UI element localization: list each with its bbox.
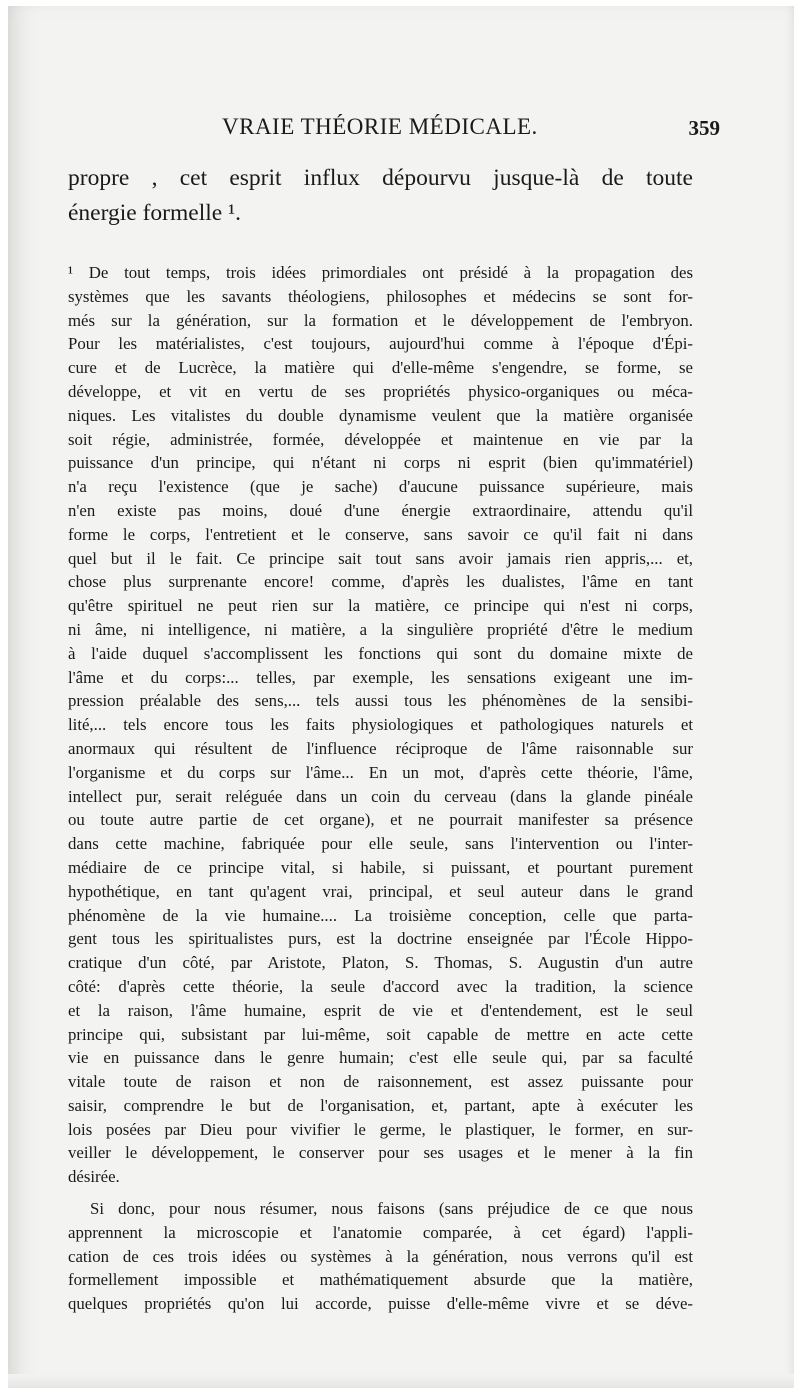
footnote-line: principe qui, subsistant par lui-même, soit capable de mettre en acte cette: [68, 1024, 693, 1044]
footnote-line: ni âme, ni intelligence, ni matière, a la singulière propriété d'être le medium: [68, 619, 693, 639]
footnote-line: ¹ De tout temps, trois idées primordiales ont présidé à la propagation des: [68, 263, 693, 282]
footnote-line: quelques propriétés qu'on lui accorde, puisse d'elle-même vivre et se déve-: [68, 1294, 693, 1314]
footnote-line: puissance d'un principe, qui n'étant ni corps ni esprit (bien qu'immatériel): [68, 453, 693, 473]
footnote-line: vie en puissance dans le genre humain; c'est elle seule qui, par sa faculté: [68, 1048, 693, 1068]
main-text-line: propre , cet esprit influx dépourvu jusque-là de toute: [68, 165, 693, 191]
footnote-line: lité,... tels encore tous les faits physiologiques et pathologiques naturels et: [68, 715, 693, 735]
book-page: [8, 6, 794, 1388]
page-header: [68, 114, 720, 144]
footnote-line: cation de ces trois idées ou systèmes à la génération, nous verrons qu'il est: [68, 1246, 693, 1266]
footnote-line: développe, et vit en vertu de ses propriétés physico-organiques ou méca-: [68, 381, 693, 401]
footnote-line: côté: d'après cette théorie, la seule d'accord avec la tradition, la science: [68, 976, 693, 996]
footnote-line: Pour les matérialistes, c'est toujours, aujourd'hui comme à l'époque d'Épi-: [68, 334, 693, 354]
running-title: VRAIE THÉORIE MÉDICALE.: [222, 114, 538, 139]
footnote-line: Si donc, pour nous résumer, nous faisons (sans préjudice de ce que nous: [90, 1199, 693, 1219]
footnote-line: veiller le développement, le conserver pour ses usages et le mener à la fin: [68, 1143, 693, 1163]
footnote-line: ou toute autre partie de cet organe), et ne pourrait manifester sa présence: [68, 810, 693, 830]
footnote-line: apprennent la microscopie et l'anatomie comparée, à cet égard) l'appli-: [68, 1222, 693, 1242]
footnote-line: hypothétique, en tant qu'agent vrai, principal, et seul auteur dans le grand: [68, 881, 693, 901]
footnote-line: més sur la génération, sur la formation et le développement de l'embryon.: [68, 310, 693, 330]
footnote-line: chose plus surprenante encore! comme, d'après les dualistes, l'âme en tant: [68, 572, 693, 592]
footnote-line: saisir, comprendre le but de l'organisation, et, partant, apte à exécuter les: [68, 1095, 693, 1115]
footnote-line: cratique d'un côté, par Aristote, Platon, S. Thomas, S. Augustin d'un autre: [68, 953, 693, 973]
footnote-line: n'a reçu l'existence (que je sache) d'aucune puissance supérieure, mais: [68, 477, 693, 497]
page-number: 359: [688, 116, 720, 140]
footnote-line: niques. Les vitalistes du double dynamisme veulent que la matière organisée: [68, 405, 693, 425]
footnote-line: qu'être spirituel ne peut rien sur la matière, ce principe qui n'est ni corps,: [68, 596, 693, 616]
footnote-line: phénomène de la vie humaine.... La troisième conception, celle que parta-: [68, 905, 693, 925]
footnote-line: soit régie, administrée, formée, développée et maintenue en vie par la: [68, 429, 693, 449]
footnote-line: anormaux qui résultent de l'influence réciproque de l'âme raisonnable sur: [68, 738, 693, 758]
footnote-line: à l'aide duquel s'accomplissent les fonctions qui sont du domaine mixte de: [68, 643, 693, 663]
footnote-line: n'en existe pas moins, doué d'une énergie extraordinaire, attendu qu'il: [68, 500, 693, 520]
page-bottom-edge: [8, 1374, 794, 1388]
footnote-line: lois posées par Dieu pour vivifier le germe, le plastiquer, le former, en sur-: [68, 1119, 693, 1139]
footnote-line: et la raison, l'âme humaine, esprit de vie et d'entendement, est le seul: [68, 1000, 693, 1020]
footnote-line: désirée.: [68, 1167, 120, 1187]
footnote-line: forme le corps, l'entretient et le conserve, sans savoir ce qu'il fait ni dans: [68, 524, 693, 544]
footnote-line: dans cette machine, fabriquée pour elle seule, sans l'intervention ou l'inter-: [68, 834, 693, 854]
footnote-line: systèmes que les savants théologiens, philosophes et médecins se sont for-: [68, 286, 693, 306]
page-body: [68, 161, 693, 1316]
footnote-line: vitale toute de raison et non de raisonnement, est assez puissante pour: [68, 1072, 693, 1092]
main-text-line: énergie formelle ¹.: [68, 200, 241, 226]
footnote-line: formellement impossible et mathématiquement absurde que la matière,: [68, 1270, 693, 1290]
footnote-line: intellect pur, serait reléguée dans un coin du cerveau (dans la glande pinéale: [68, 786, 693, 806]
footnote-line: l'organisme et du corps sur l'âme... En un mot, d'après cette théorie, l'âme,: [68, 762, 693, 782]
footnote-line: médiaire de ce principe vital, si habile, si puissant, et pourtant purement: [68, 857, 693, 877]
footnote-line: quel but il le fait. Ce principe sait tout sans avoir jamais rien appris,... et,: [68, 548, 693, 568]
footnote-line: l'âme et du corps:... telles, par exemple, les sensations exigeant une im-: [68, 667, 693, 687]
footnote-line: cure et de Lucrèce, la matière qui d'elle-même s'engendre, se forme, se: [68, 358, 693, 378]
footnote: [68, 261, 693, 1316]
footnote-line: pression préalable des sens,... tels aussi tous les phénomènes de la sensibi-: [68, 691, 693, 711]
footnote-line: gent tous les spiritualistes purs, est la doctrine enseignée par l'École Hippo-: [68, 929, 693, 949]
